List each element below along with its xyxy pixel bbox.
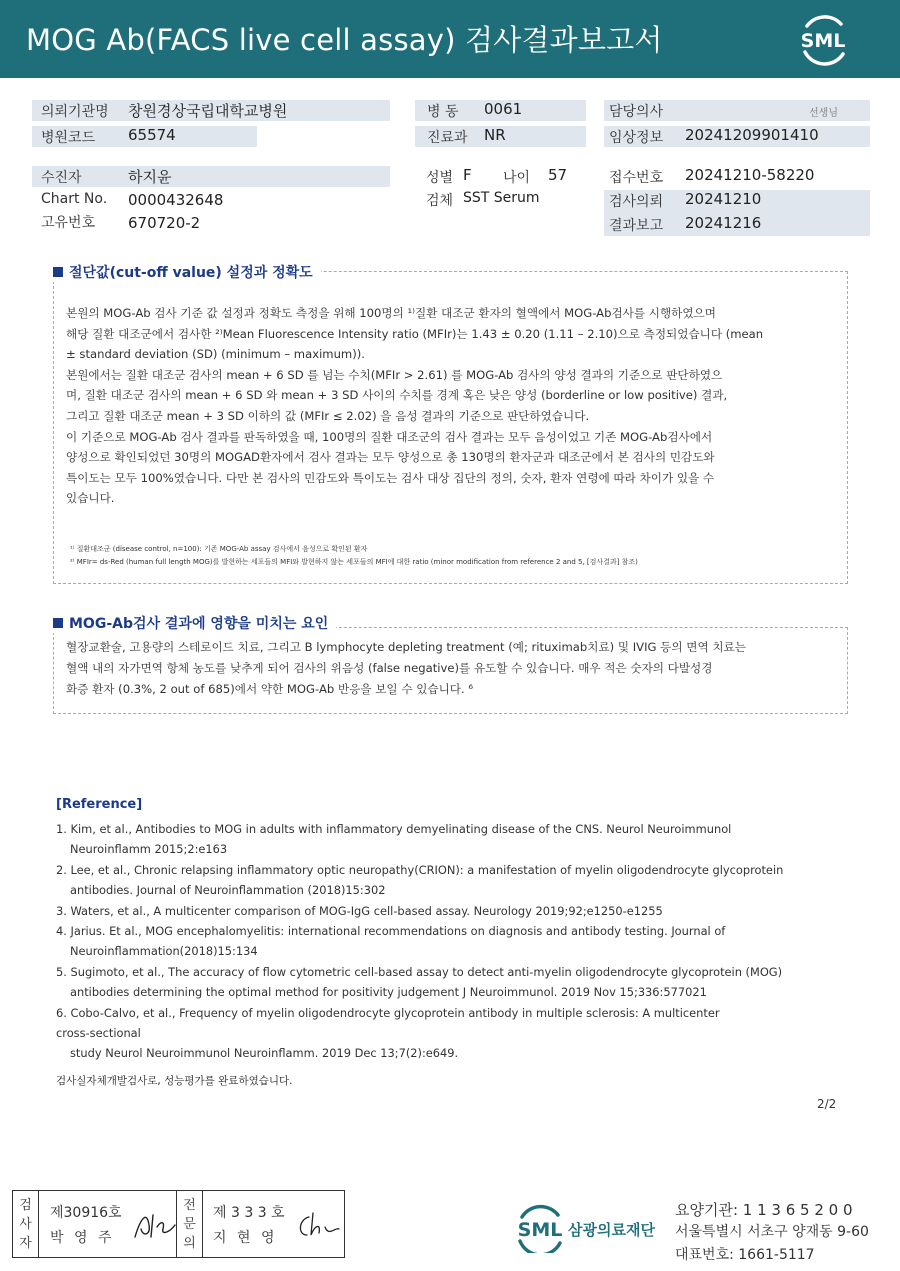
institution-code: 요양기관: 1 1 3 6 5 2 0 0 xyxy=(675,1201,853,1219)
examiner-number: 제30916호 xyxy=(50,1205,122,1221)
ward-label: 병 동 xyxy=(427,104,459,120)
sml-footer-logo-icon xyxy=(510,1203,570,1253)
age-label: 나이 xyxy=(503,170,531,186)
code-label: 병원코드 xyxy=(41,130,96,146)
reference-line: 6. Cobo-Calvo, et al., Frequency of myelin oligodendrocyte glycoprotein antibody in multiple sclerosis: A multicenter xyxy=(56,1005,720,1020)
reference-title: [Reference] xyxy=(56,797,143,812)
doctor-suffix: 선생님 xyxy=(809,108,838,119)
clinic-value: 20241209901410 xyxy=(685,126,819,144)
section1-line: 있습니다. xyxy=(66,491,115,506)
company-name: 삼광의료재단 xyxy=(568,1221,655,1239)
header-bar xyxy=(0,0,900,78)
section2-line: 화증 환자 (0.3%, 2 out of 685)에서 약한 MOG-Ab 반응을 보일 수 있습니다. ⁶ xyxy=(66,682,474,696)
inst-label: 의뢰기관명 xyxy=(41,104,109,120)
code-value: 65574 xyxy=(128,126,176,144)
specialist-head xyxy=(176,1191,203,1257)
doctor-label: 담당의사 xyxy=(609,104,664,120)
dept-value: NR xyxy=(484,126,506,144)
reference-list xyxy=(56,819,783,1064)
section1-body xyxy=(66,303,763,509)
section2-title-text: MOG-Ab검사 결과에 영향을 미치는 요인 xyxy=(69,616,329,632)
reference-line: 5. Sugimoto, et al., The accuracy of flow cytometric cell-based assay to detect anti-myelin oligodendrocyte glycoprotein (MOG) xyxy=(56,964,783,979)
specialist-name: 지 현 영 xyxy=(213,1230,275,1246)
chart-value: 0000432648 xyxy=(128,191,224,209)
square-bullet-icon xyxy=(53,267,63,277)
specialist-signature-icon xyxy=(293,1207,341,1243)
reference-line: 2. Lee, et al., Chronic relapsing inflammatory optic neuropathy(CRION): a manifestation of myelin oligodendrocyte glycoprotein xyxy=(56,862,784,877)
section1-title-text: 절단값(cut-off value) 설정과 정확도 xyxy=(69,265,313,281)
square-bullet-icon xyxy=(53,618,63,628)
section2-body xyxy=(66,637,746,700)
page-number: 2/2 xyxy=(817,1097,837,1111)
reference-line: Neuroinflammation(2018)15:134 xyxy=(70,944,258,959)
phone: 대표번호: 1661-5117 xyxy=(675,1247,815,1263)
reference-line: 3. Waters, et al., A multicenter comparison of MOG-IgG cell-based assay. Neurology 2019;92;e1250-e1255 xyxy=(56,903,663,918)
section1-line: 특이도는 모두 100%였습니다. 다만 본 검사의 민감도와 특이도는 검사 대상 집단의 정의, 숫자, 환자 연령에 따라 차이가 있을 수 xyxy=(66,470,715,485)
examiner-head-text: 검 사 자 xyxy=(19,1198,32,1251)
section1-line: 양성으로 확인되었던 30명의 MOGAD환자에서 검사 결과는 모두 양성으로 총 130명의 환자군과 대조군에서 본 검사의 민감도와 xyxy=(66,450,715,465)
section1-line: 며, 질환 대조군 검사의 mean + 6 SD 와 mean + 3 SD 사이의 수치를 경계 혹은 낮은 양성 (borderline or low positive) 결과, xyxy=(66,388,728,403)
sex-label: 성별 xyxy=(426,170,454,186)
sml-logo-icon xyxy=(793,12,853,66)
examiner-head xyxy=(13,1191,39,1257)
section1-line: 본원의 MOG-Ab 검사 기준 값 설정과 정확도 측정을 위해 100명의 ¹⁾질환 대조군 환자의 혈액에서 MOG-Ab검사를 시행하였으며 xyxy=(66,306,716,320)
receipt-label: 접수번호 xyxy=(609,170,664,186)
report-label: 결과보고 xyxy=(609,218,664,234)
examiner-name: 박 영 주 xyxy=(50,1230,112,1246)
reference-line: Neuroinflamm 2015;2:e163 xyxy=(70,842,228,857)
uid-label: 고유번호 xyxy=(41,215,96,231)
section2-line: 혈장교환술, 고용량의 스테로이드 치료, 그리고 B lymphocyte depleting treatment (예; rituximab치료) 및 IVIG 등의 면역 치료는 xyxy=(66,640,746,654)
signature-box xyxy=(12,1190,345,1258)
age-value: 57 xyxy=(548,166,568,184)
chart-label: Chart No. xyxy=(41,191,108,207)
uid-value: 670720-2 xyxy=(128,214,201,232)
receipt-value: 20241210-58220 xyxy=(685,166,815,184)
section1-line: ± standard deviation (SD) (minimum – maximum)). xyxy=(66,347,365,362)
dept-label: 진료과 xyxy=(427,130,468,146)
address: 서울특별시 서초구 양재동 9-60 xyxy=(675,1224,869,1240)
clinic-label: 임상정보 xyxy=(609,130,664,146)
name-label: 수진자 xyxy=(41,170,82,186)
section1-title xyxy=(53,262,321,282)
request-label: 검사의뢰 xyxy=(609,194,664,210)
reference-line: antibodies determining the optimal method for positivity judgement J Neuroimmunol. 2019 Nov 15;336:577021 xyxy=(70,985,707,1000)
section2-title xyxy=(53,613,336,633)
inst-value: 창원경상국립대학교병원 xyxy=(128,102,288,120)
specimen-label: 검체 xyxy=(426,193,454,209)
footer-logo-text: SML xyxy=(517,1219,563,1241)
name-row-bg xyxy=(32,166,390,187)
sex-value: F xyxy=(463,166,472,184)
section1-line: 본원에서는 질환 대조군 검사의 mean + 6 SD 를 넘는 수치(MFIr > 2.61) 를 MOG-Ab 검사의 양성 결과의 기준으로 판단하였으 xyxy=(66,367,723,382)
section2-line: 혈액 내의 자가면역 항체 농도를 낮추게 되어 검사의 위음성 (false negative)를 유도할 수 있습니다. 매우 적은 숫자의 다발성경 xyxy=(66,661,713,675)
footnote-2: ²⁾ MFIr= ds-Red (human full length MOG)를 발현하는 세포들의 MFI와 발현하지 않는 세포들의 MFI에 대한 ratio (minor modification from reference 2 and 5, [검사결과] 참조) xyxy=(70,558,638,566)
validation-note: 검사실자체개발검사로, 성능평가를 완료하였습니다. xyxy=(56,1075,293,1087)
specialist-head-text: 전 문 의 xyxy=(183,1198,196,1251)
report-value: 20241216 xyxy=(685,214,762,232)
ward-value: 0061 xyxy=(484,100,523,118)
reference-line: antibodies. Journal of Neuroinflammation (2018)15:302 xyxy=(70,883,386,898)
name-value: 하지윤 xyxy=(128,168,172,186)
section1-line: 해당 질환 대조군에서 검사한 ²⁾Mean Fluorescence Intensity ratio (MFIr)는 1.43 ± 0.20 (1.11 – 2.10)으로 측정되었습니다 (mean xyxy=(66,326,764,341)
specialist-number: 제 3 3 3 호 xyxy=(213,1205,285,1221)
logo-text: SML xyxy=(800,30,846,52)
reference-line: cross-sectional xyxy=(56,1026,141,1041)
reference-line: study Neurol Neuroimmunol Neuroinflamm. 2019 Dec 13;7(2):e649. xyxy=(70,1046,459,1061)
reference-line: 4. Jarius. Et al., MOG encephalomyelitis: international recommendations on diagnosis and antibody testing. Journal of xyxy=(56,924,726,939)
reference-line: 1. Kim, et al., Antibodies to MOG in adults with inflammatory demyelinating disease of the CNS. Neurol Neuroimmunol xyxy=(56,822,732,836)
request-value: 20241210 xyxy=(685,190,762,208)
page-title: MOG Ab(FACS live cell assay) 검사결과보고서 xyxy=(26,23,663,57)
section1-line: 그리고 질환 대조군 mean + 3 SD 이하의 값 (MFIr ≤ 2.02) 을 음성 결과의 기준으로 판단하였습니다. xyxy=(66,408,590,423)
examiner-signature-icon xyxy=(131,1207,179,1243)
specimen-value: SST Serum xyxy=(463,190,540,206)
footnote-1: ¹⁾ 질환대조군 (disease control, n=100): 기존 MOG-Ab assay 검사에서 음성으로 확인된 환자 xyxy=(70,545,368,553)
section1-line: 이 기준으로 MOG-Ab 검사 결과를 판독하였을 때, 100명의 질환 대조군의 검사 결과는 모두 음성이었고 기존 MOG-Ab검사에서 xyxy=(66,429,713,444)
